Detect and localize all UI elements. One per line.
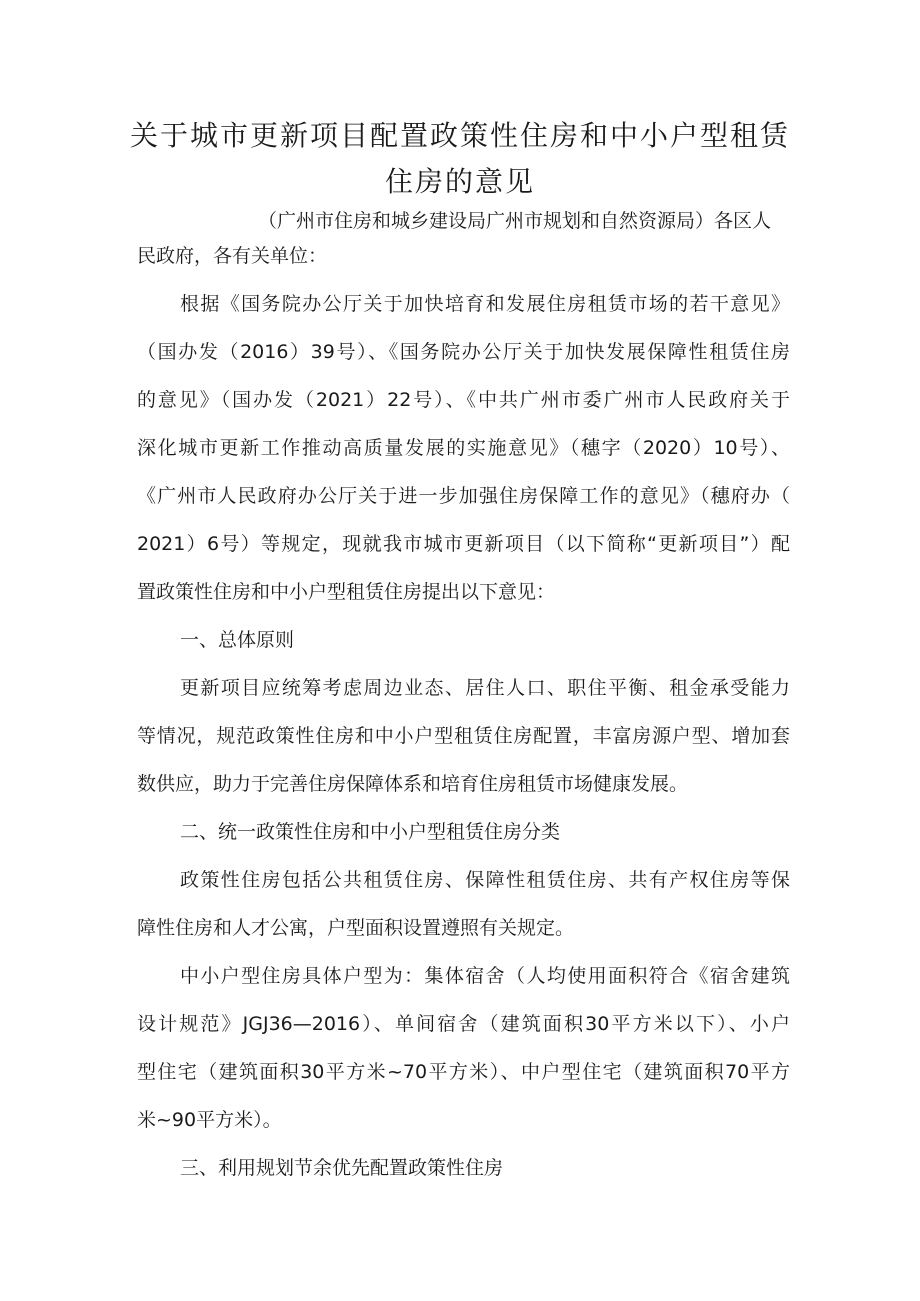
issuer-address-line-2: 民政府，各有关单位：	[137, 245, 328, 267]
intro-line: （国办发（2016）39号）、《国务院办公厅关于加快发展保障性租赁住房	[137, 341, 790, 363]
document-title-line-1: 关于城市更新项目配置政策性住房和中小户型租赁	[129, 119, 790, 152]
intro-line: 2021）6号）等规定，现就我市城市更新项目（以下简称“更新项目”）配	[137, 533, 790, 555]
section-2-para-1-line: 障性住房和人才公寓，户型面积设置遵照有关规定。	[137, 917, 575, 939]
intro-line: 《广州市人民政府办公厅关于进一步加强住房保障工作的意见》（穗府办（	[137, 485, 790, 507]
section-2-para-2-line: 米~90平方米）。	[137, 1109, 282, 1131]
intro-line: 根据《国务院办公厅关于加快培育和发展住房租赁市场的若干意见》	[180, 293, 790, 315]
intro-line: 置政策性住房和中小户型租赁住房提出以下意见：	[137, 581, 556, 603]
issuer-address-line-1: （广州市住房和城乡建设局广州市规划和自然资源局）各区人	[258, 210, 772, 232]
intro-line: 的意见》（国办发（2021）22号）、《中共广州市委广州市人民政府关于	[137, 389, 790, 411]
section-1-line: 更新项目应统筹考虑周边业态、居住人口、职住平衡、租金承受能力	[180, 677, 790, 699]
intro-line: 深化城市更新工作推动高质量发展的实施意见》（穗字（2020）10号）、	[137, 437, 790, 459]
document-title-line-2: 住房的意见	[384, 165, 535, 198]
section-2-para-2-line: 设计规范》JGJ36—2016）、单间宿舍（建筑面积30平方米以下）、小户	[137, 1013, 790, 1035]
section-3-heading: 三、利用规划节余优先配置政策性住房	[180, 1157, 504, 1179]
section-1-line: 等情况，规范政策性住房和中小户型租赁住房配置，丰富房源户型、增加套	[137, 725, 790, 747]
section-2-para-1-line: 政策性住房包括公共租赁住房、保障性租赁住房、共有产权住房等保	[180, 869, 790, 891]
section-1-line: 数供应，助力于完善住房保障体系和培育住房租赁市场健康发展。	[137, 773, 689, 795]
section-2-para-2-line: 中小户型住房具体户型为：集体宿舍（人均使用面积符合《宿舍建筑	[180, 965, 790, 987]
section-1-heading: 一、总体原则	[180, 629, 295, 651]
section-2-heading: 二、统一政策性住房和中小户型租赁住房分类	[180, 821, 561, 843]
section-2-para-2-line: 型住宅（建筑面积30平方米~70平方米）、中户型住宅（建筑面积70平方	[137, 1061, 790, 1083]
